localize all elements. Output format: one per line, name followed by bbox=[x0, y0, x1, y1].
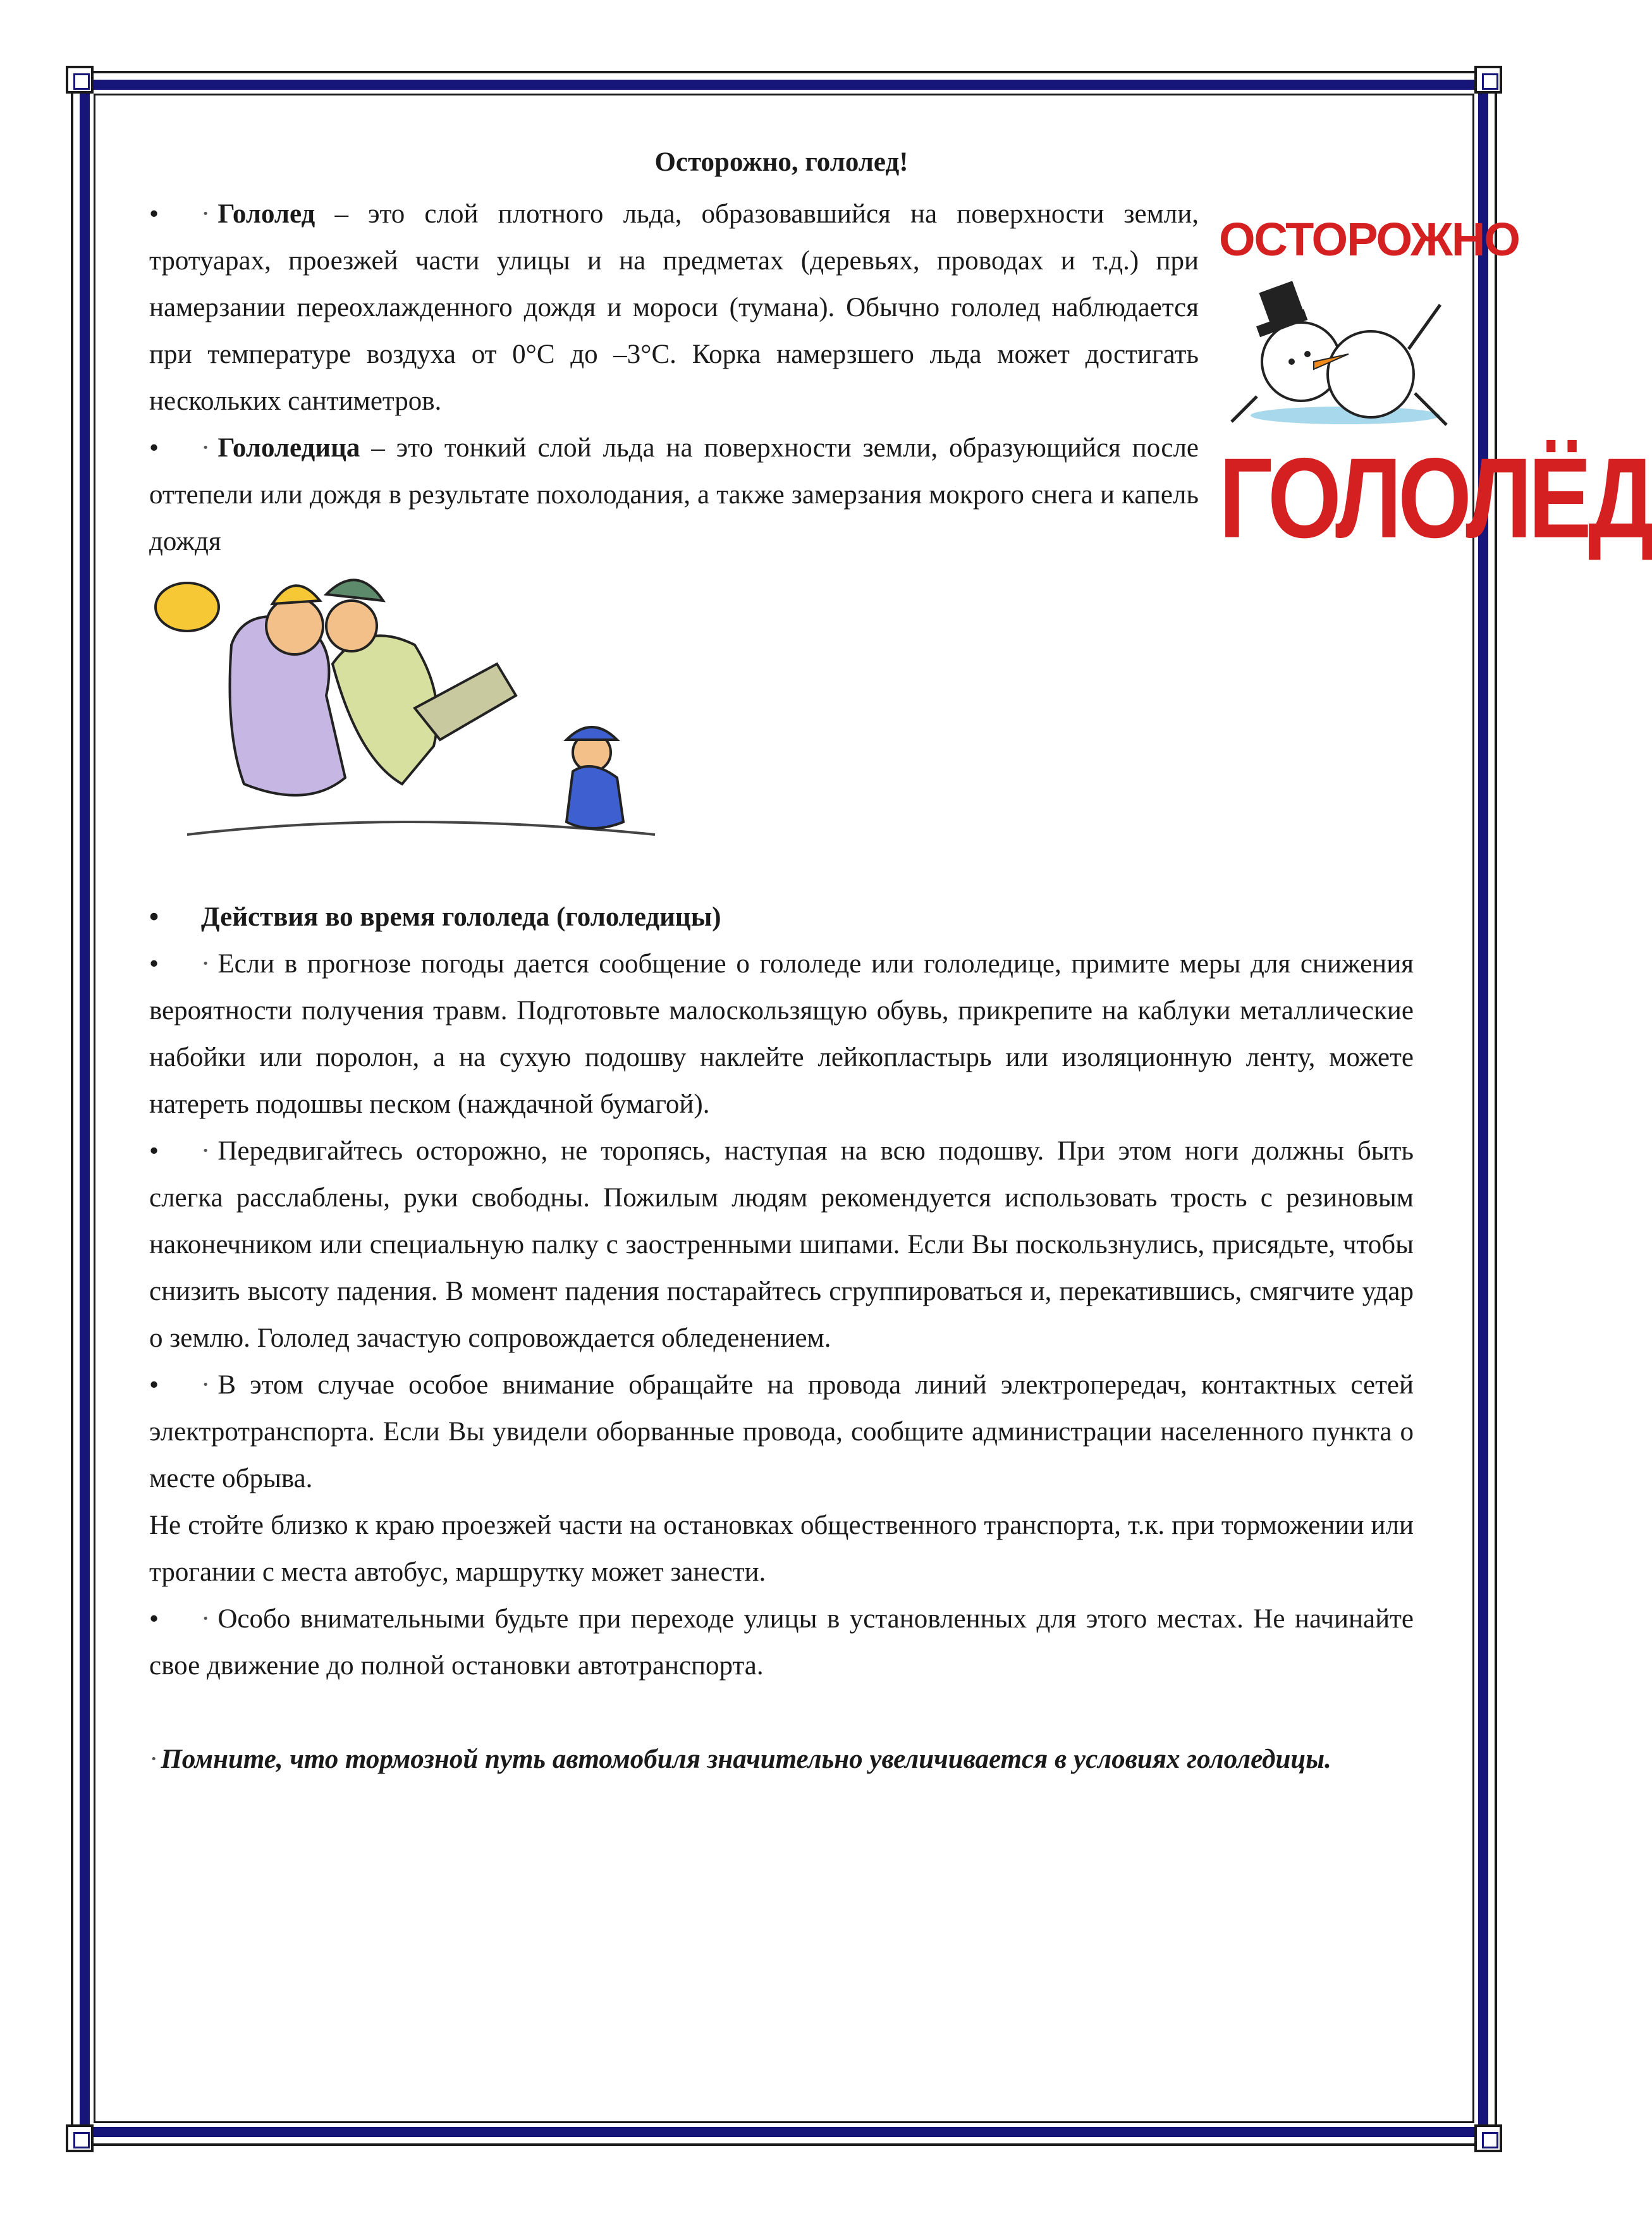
bullet: • bbox=[149, 433, 159, 463]
illustration-space bbox=[149, 565, 1414, 894]
middot: · bbox=[201, 949, 211, 979]
bullet: • bbox=[149, 199, 159, 229]
action-text-4: Особо внимательными будьте при переходе улицы в установленных для этого местах. Не начинайте свое движение до полной остановки автотранспорта. bbox=[149, 1604, 1414, 1681]
action-text-2: Передвигайтесь осторожно, не торопясь, наступая на всю подошву. При этом ноги должны быть слегка расслаблены, руки свободны. Пожилым людям рекомендуется использовать трость с резиновым наконечником или специальную палку с заостренными шипами. Если Вы поскользнулись, присядьте, чтобы снизить высоту падения. В момент падения постарайтесь сгруппироваться и, перекатившись, смягчите удар о землю. Гололед зачастую сопровождается обледенением. bbox=[149, 1136, 1414, 1353]
action-item-1 bbox=[149, 941, 1414, 1128]
frame-corner-top-left bbox=[66, 66, 94, 94]
middot: · bbox=[201, 433, 211, 463]
definition-glaze bbox=[149, 191, 1199, 425]
action-item-4 bbox=[149, 1596, 1414, 1689]
document-title: Осторожно, гололед! bbox=[654, 147, 909, 177]
bullet: • bbox=[149, 949, 159, 979]
frame-corner-bottom-left bbox=[66, 2124, 94, 2152]
term-glaze: Гололед bbox=[217, 199, 315, 229]
reminder-text: Помните, что тормозной путь автомобиля значительно увеличивается в условиях гололедицы. bbox=[161, 1744, 1331, 1774]
frame-corner-bottom-right bbox=[1474, 2124, 1502, 2152]
middot: · bbox=[201, 1370, 211, 1400]
bullet: • bbox=[149, 1136, 159, 1166]
bullet: • bbox=[149, 902, 159, 932]
middot: · bbox=[201, 1604, 211, 1634]
middot: · bbox=[201, 199, 211, 229]
definition-glaze-text: – это слой плотного льда, образовавшийся на поверхности земли, тротуарах, проезжей части улицы и на предметах (деревьях, проводах и т.д.) при намерзании переохлажденного дождя и мороси (тумана). Обычно гололед наблюдается при температуре воздуха от 0°С до –3°С. Корка намерзшего льда может достигать нескольких сантиметров. bbox=[149, 199, 1199, 416]
plain-paragraph: Не стойте близко к краю проезжей части на остановках общественного транспорта, т.к. при торможении или трогании с места автобус, маршрутку может занести. bbox=[149, 1510, 1414, 1587]
bullet: • bbox=[149, 1370, 159, 1400]
blank-line bbox=[149, 1689, 1414, 1736]
sign-top-text: ОСТОРОЖНО bbox=[1219, 213, 1519, 266]
document-body bbox=[149, 139, 1414, 1783]
definition-black-ice bbox=[149, 425, 1199, 565]
middot: · bbox=[149, 1744, 159, 1774]
definition-black-ice-text: – это тонкий слой льда на поверхности земли, образующийся после оттепели или дождя в результате похолодания, а также замерзания мокрого снега и капель дождя bbox=[149, 433, 1199, 556]
actions-heading bbox=[149, 894, 1414, 941]
action-text-3: В этом случае особое внимание обращайте на провода линий электропередач, контактных сетей электротранспорта. Если Вы увидели оборванные провода, сообщите администрации населенного пункта о месте обрыва. bbox=[149, 1370, 1414, 1493]
middot: · bbox=[201, 1136, 211, 1166]
term-black-ice: Гололедица bbox=[217, 433, 360, 463]
frame-corner-top-right bbox=[1474, 66, 1502, 94]
bullet: • bbox=[149, 1604, 159, 1634]
action-item-3 bbox=[149, 1362, 1414, 1502]
action-item-2 bbox=[149, 1128, 1414, 1362]
actions-heading-text: Действия во время гололеда (гололедицы) bbox=[201, 902, 721, 932]
action-text-1: Если в прогнозе погоды дается сообщение о гололеде или гололедице, примите меры для снижения вероятности получения травм. Подготовьте малоскользящую обувь, прикрепите на каблуки металлические набойки или поролон, а на сухую подошву наклейте лейкопластырь или изоляционную ленту, можете натереть подошвы песком (наждачной бумагой). bbox=[149, 949, 1414, 1119]
reminder bbox=[149, 1736, 1414, 1783]
sign-bottom-text: ГОЛОЛЁД bbox=[1219, 434, 1652, 561]
